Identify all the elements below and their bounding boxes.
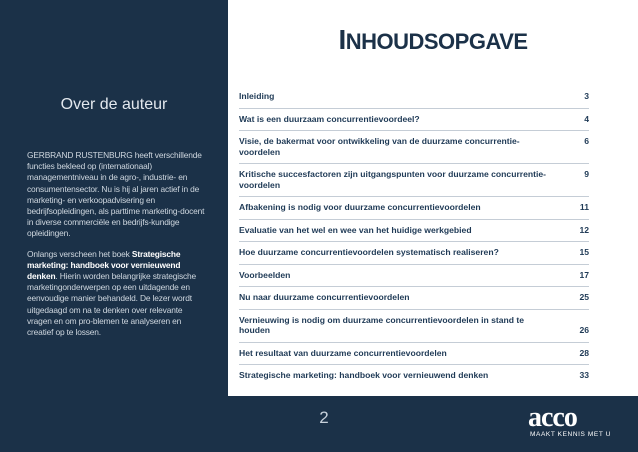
toc-entry-page: 15 (579, 247, 589, 257)
toc-entry-title: Visie, de bakermat voor ontwikkeling van de duurzame concurrentie-voordelen (239, 136, 520, 157)
toc-title (228, 24, 638, 56)
toc-entry[interactable] (239, 109, 589, 132)
toc-entry[interactable] (239, 242, 589, 265)
bio-book-description: . Hierin worden belangrijke strategische marketingonderwerpen op een uitdagende en eenvoudige manier behandeld. De lezer wordt uitgedaagd om na te denken over relevante vragen en om pro-blemen te analyseren en creatief op te lossen. (27, 271, 197, 338)
toc-entry-title: Nu naar duurzame concurrentievoordelen (239, 292, 410, 302)
toc-entry-page: 6 (584, 136, 589, 146)
toc-entry[interactable] (239, 343, 589, 366)
toc-entry-page: 4 (584, 113, 589, 124)
toc-entry-page: 11 (579, 202, 589, 212)
toc-entry-title: Voorbeelden (239, 269, 291, 280)
acco-logo (528, 402, 611, 444)
book-title: Strategische marketing: handboek voor vernieuwend denken (27, 248, 181, 282)
toc-entry-page: 28 (579, 347, 589, 358)
toc-entry-title: Het resultaat van duurzame concurrentievoordelen (239, 347, 447, 358)
toc-entry[interactable] (239, 287, 589, 310)
toc-title-initial: I (338, 24, 346, 55)
author-sidebar (0, 0, 228, 452)
toc-entry[interactable] (239, 131, 589, 164)
page-number: 2 (319, 408, 329, 427)
toc-entry-title: Inleiding (239, 91, 275, 101)
toc-entry-title: Evaluatie van het wel en wee van het huidige werkgebied (239, 224, 472, 235)
toc-entry-page: 3 (584, 91, 589, 101)
toc-list (239, 86, 589, 387)
toc-entry-title: Kritische succesfactoren zijn uitgangspunten voor duurzame concurrentie-voordelen (239, 169, 547, 190)
toc-entry-title: Vernieuwing is nodig om duurzame concurrentievoordelen in stand te houden (239, 314, 525, 335)
author-bio (27, 150, 209, 338)
toc-entry-page: 12 (579, 224, 589, 235)
toc-entry[interactable] (239, 220, 589, 243)
toc-entry-title: Strategische marketing: handboek voor vernieuwend denken (239, 370, 489, 380)
toc-entry-title: Afbakening is nodig voor duurzame concurrentievoordelen (239, 202, 481, 212)
toc-entry[interactable] (239, 164, 589, 197)
author-bio-paragraph-2 (27, 249, 209, 339)
toc-entry[interactable] (239, 310, 589, 343)
toc-entry[interactable] (239, 365, 589, 387)
toc-entry-page: 17 (579, 269, 589, 280)
toc-entry[interactable] (239, 197, 589, 220)
toc-entry-page: 26 (579, 325, 589, 335)
toc-entry-title: Hoe duurzame concurrentievoordelen systematisch realiseren? (239, 247, 499, 257)
author-heading: Over de auteur (60, 96, 168, 113)
logo-wordmark: acco (528, 402, 577, 433)
toc-entry-page: 25 (579, 292, 589, 302)
toc-title-rest: NHOUDSOPGAVE (345, 29, 528, 54)
toc-entry[interactable] (239, 265, 589, 288)
logo-tagline: MAAKT KENNIS MET U (530, 431, 611, 438)
toc-entry-title: Wat is een duurzaam concurrentievoordeel? (239, 113, 420, 124)
bio-intro-text: Onlangs verscheen het boek (27, 248, 132, 259)
author-bio-paragraph-1: GERBRAND RUSTENBURG heeft verschillende functies bekleed op (internationaal) managementniveau in de agro-, industrie- en consumentensector. Nu is hij al jaren actief in de marketing- en verkoopadvisering en bedrijfsopleidingen, als parttime marketing-docent in diverse commerciële en bedrijfs-kundige opleidingen. (27, 150, 205, 239)
toc-entry[interactable] (239, 86, 589, 109)
toc-entry-page: 9 (584, 169, 589, 179)
toc-entry-page: 33 (579, 370, 589, 380)
